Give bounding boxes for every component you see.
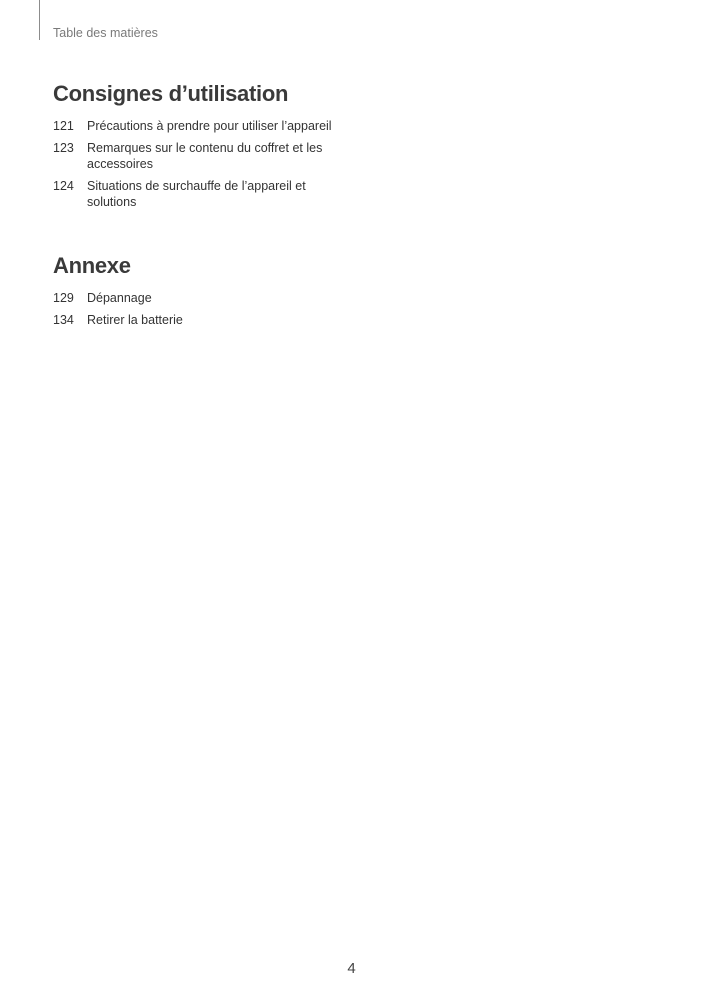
toc-entry-title: Dépannage — [87, 291, 152, 305]
toc-page-number: 124 — [53, 179, 74, 193]
toc-page-number: 123 — [53, 141, 74, 155]
section-consignes — [53, 80, 353, 216]
toc-page-number: 121 — [53, 119, 74, 133]
header-rule — [39, 0, 40, 40]
toc-entry[interactable] — [53, 178, 353, 210]
toc-entry-title: Retirer la batterie — [87, 313, 183, 327]
section-title: Annexe — [53, 253, 131, 278]
toc-entry-title: Précautions à prendre pour utiliser l’appareil — [87, 119, 332, 133]
toc-page-number: 134 — [53, 313, 74, 327]
toc-page-number: 129 — [53, 291, 74, 305]
toc-list — [53, 290, 353, 328]
toc-entry[interactable] — [53, 290, 353, 306]
toc-entry[interactable] — [53, 312, 353, 328]
section-annexe — [53, 252, 353, 334]
toc-entry-title: Situations de surchauffe de l’appareil et solutions — [87, 179, 306, 209]
toc-list — [53, 118, 353, 210]
toc-entry-title: Remarques sur le contenu du coffret et les accessoires — [87, 141, 323, 171]
section-title: Consignes d’utilisation — [53, 81, 289, 106]
toc-entry[interactable] — [53, 140, 353, 172]
toc-entry[interactable] — [53, 118, 353, 134]
page-number: 4 — [347, 960, 356, 977]
running-header: Table des matières — [53, 26, 158, 40]
